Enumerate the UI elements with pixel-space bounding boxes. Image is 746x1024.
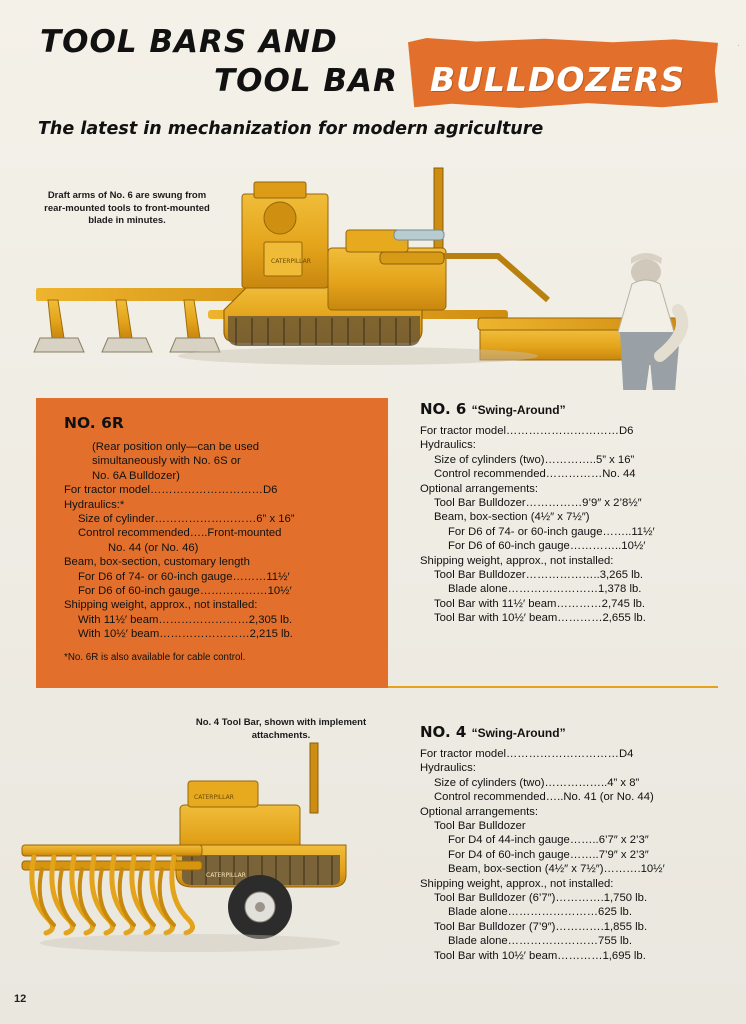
svg-text:CATERPILLAR: CATERPILLAR — [194, 794, 234, 801]
spec-line: Tool Bar with 11½′ beam…………2,745 lb. — [434, 597, 645, 610]
spec-line: Size of cylinders (two)…………..5” x 16” — [434, 453, 635, 466]
spec-line: Tool Bar Bulldozer (6’7″)………….1,750 lb. — [434, 892, 648, 905]
section-no-4-heading-text: NO. 4 — [420, 723, 467, 741]
spec-line: Blade alone……………………625 lb. — [448, 906, 632, 919]
page-number: 12 — [14, 993, 27, 1005]
corner-mark: · — [737, 40, 740, 50]
spec-line: For D6 of 74- or 60-inch gauge……..11½′ — [448, 525, 655, 538]
spec-line: Size of cylinders (two)……………..4” x 8” — [434, 776, 640, 789]
svg-text:CATERPILLAR: CATERPILLAR — [206, 872, 246, 879]
spec-line: With 10½′ beam……………………2,215 lb. — [78, 628, 293, 641]
spec-line: Optional arrangements: — [420, 482, 539, 495]
section-no-6-heading-text: NO. 6 — [420, 400, 467, 418]
spec-line: Control recommended…..Front-mounted — [78, 527, 282, 540]
spec-line: Blade alone……………………755 lb. — [448, 935, 632, 948]
section-no-4-heading — [420, 723, 720, 741]
page-subtitle: The latest in mechanization for modern agriculture — [38, 119, 544, 139]
spec-line: For D6 of 60-inch gauge…………..10½′ — [448, 540, 646, 553]
spec-line: No. 6A Bulldozer) — [92, 469, 180, 482]
spec-line: For D6 of 74- or 60-inch gauge………11½′ — [78, 570, 290, 583]
panel-no-6r-heading: NO. 6R — [64, 414, 124, 432]
spec-line: Shipping weight, approx., not installed: — [64, 599, 258, 612]
spec-line: For tractor model…………………………D6 — [420, 425, 634, 437]
spec-line: Hydraulics: — [420, 439, 476, 452]
caption-top: Draft arms of No. 6 are swung from rear-mounted tools to front-mounted blade in minutes. — [44, 190, 210, 226]
spec-line: Shipping weight, approx., not installed: — [420, 554, 614, 567]
spec-line: Tool Bar with 10½′ beam…………2,655 lb. — [434, 612, 646, 625]
spec-line: Tool Bar with 10½′ beam…………1,695 lb. — [434, 949, 646, 962]
spec-line: Optional arrangements: — [420, 805, 539, 818]
page-title-line-3: BULLDOZERS — [430, 60, 686, 99]
spec-line: Shipping weight, approx., not installed: — [420, 877, 614, 890]
section-no-6-heading-quoted: “Swing-Around” — [471, 403, 566, 417]
spec-line: Blade alone……………………1,378 lb. — [448, 583, 642, 596]
spec-line: No. 44 (or No. 46) — [108, 541, 199, 554]
page-title-line-1: TOOL BARS AND — [40, 24, 338, 60]
spec-line: Control recommended……………No. 44 — [434, 468, 636, 481]
spec-line: Hydraulics:* — [64, 498, 125, 511]
spec-line: Tool Bar Bulldozer………………..3,265 lb. — [434, 569, 644, 582]
photo-no4-toolbar-tractor — [10, 735, 410, 975]
spec-line: Tool Bar Bulldozer……………9’9″ x 2’8½″ — [434, 497, 642, 510]
caption-middle: No. 4 Tool Bar, shown with implement attachments. — [195, 717, 367, 741]
page-title-line-2: TOOL BAR — [214, 63, 398, 99]
spec-line: Hydraulics: — [420, 762, 476, 775]
section-no-4-heading-quoted: “Swing-Around” — [471, 726, 566, 740]
spec-line: With 11½′ beam……………………2,305 lb. — [78, 613, 293, 626]
section-no-4-spec-list — [420, 747, 720, 963]
section-no-6 — [420, 400, 720, 626]
spec-line: Beam, box-section (4½″ x 7½″) — [434, 511, 590, 524]
spec-line: For D6 of 60-inch gauge………………10½′ — [78, 585, 292, 598]
section-divider — [388, 686, 718, 688]
spec-line: Tool Bar Bulldozer — [434, 820, 526, 833]
spec-line: For D4 of 44-inch gauge……..6’7″ x 2’3″ — [448, 834, 649, 847]
panel-no-6r-spec-list — [64, 440, 374, 642]
spec-line: Size of cylinder………………………6” x 16” — [78, 513, 295, 526]
spec-line: Control recommended…..No. 41 (or No. 44) — [434, 791, 654, 804]
spec-line: For tractor model…………………………D6 — [64, 484, 278, 497]
spec-line: (Rear position only—can be used — [92, 441, 260, 453]
spec-line: Beam, box-section, customary length — [64, 556, 250, 569]
spec-line: simultaneously with No. 6S or — [92, 455, 241, 468]
svg-text:CATERPILLAR: CATERPILLAR — [271, 258, 311, 265]
section-no-4 — [420, 723, 720, 963]
spec-line: For tractor model…………………………D4 — [420, 748, 634, 760]
panel-no-6r — [36, 398, 388, 688]
section-no-6-spec-list — [420, 424, 720, 626]
spec-line: Beam, box-section (4½″ x 7½″)……….10½′ — [448, 863, 665, 876]
spec-line: Tool Bar Bulldozer (7’9″)………….1,855 lb. — [434, 920, 648, 933]
spec-line: For D4 of 60-inch gauge……..7’9″ x 2’3″ — [448, 848, 649, 861]
section-no-6-heading — [420, 400, 720, 418]
panel-no-6r-footnote: *No. 6R is also available for cable control. — [64, 651, 246, 663]
